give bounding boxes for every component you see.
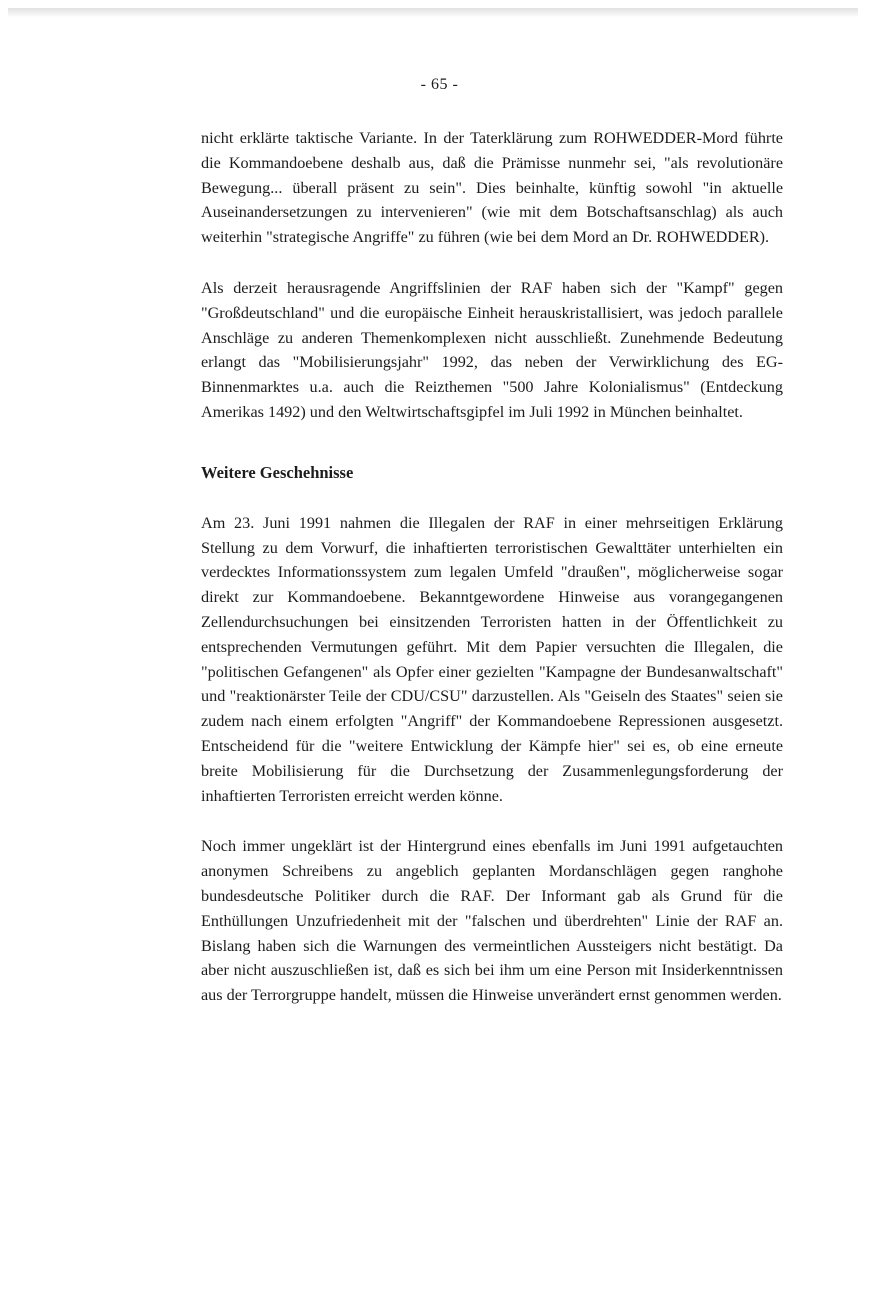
paragraph-taktische-variante: nicht erklärte taktische Variante. In der Taterklärung zum ROHWEDDER-Mord führte die Kommandoebene deshalb aus, daß die Prämisse nunmehr sei, "als revolutionäre Bewegung... überall präsent zu sein". Dies beinhalte, künftig sowohl "in aktuelle Auseinandersetzungen zu intervenieren" (wie mit dem Botschaftsanschlag) als auch weiterhin "strategische Angriffe" zu führen (wie bei dem Mord an Dr. ROHWEDDER). bbox=[201, 129, 783, 247]
section-heading: Weitere Geschehnisse bbox=[201, 462, 354, 482]
page-number: - 65 - bbox=[420, 76, 459, 93]
scan-edge-shadow bbox=[8, 8, 858, 17]
paragraph-erklaerung-juni: Am 23. Juni 1991 nahmen die Illegalen der RAF in einer mehrseitigen Erklärung Stellung zu dem Vorwurf, die inhaftierten terroristischen Gewalttäter unterhielten ein verdecktes Informationssystem zum legalen Umfeld "draußen", möglicherweise sogar direkt zur Kommandoebene. Bekanntgewordene Hinweise aus vorangegangenen Zellendurchsuchungen bei einsitzenden Terroristen hatten in der Öffentlichkeit zu entsprechenden Vermutungen geführt. Mit dem Papier versuchten die Illegalen, die "politischen Gefangenen" als Opfer einer gezielten "Kampagne der Bundesanwaltschaft" und "reaktionärster Teile der CDU/CSU" darzustellen. Als "Geiseln des Staates" seien sie zudem nach einem erfolgten "Angriff" der Kommandoebene Repressionen ausgesetzt. Entscheidend für die "weitere Entwicklung der Kämpfe hier" sei es, ob eine erneute breite Mobilisierung für die Durchsetzung der Zusammenlegungsforderung der inhaftierten Terroristen erreicht werden könne. bbox=[201, 513, 783, 805]
paragraph-anonymes-schreiben: Noch immer ungeklärt ist der Hintergrund eines ebenfalls im Juni 1991 aufgetauchten anonymen Schreibens zu angeblich geplanten Mordanschlägen gegen ranghohe bundesdeutsche Politiker durch die RAF. Der Informant gab als Grund für die Enthüllungen Unzufriedenheit mit der "falschen und überdrehten" Linie der RAF an. Bislang haben sich die Warnungen des vermeintlichen Aussteigers nicht bestätigt. Da aber nicht auszuschließen ist, daß es sich bei ihm um eine Person mit Insiderkenntnissen aus der Terrorgruppe handelt, müssen die Hinweise unverändert ernst genommen werden. bbox=[201, 837, 783, 1005]
document-body bbox=[201, 126, 783, 1008]
paragraph-angriffslinien: Als derzeit herausragende Angriffslinien der RAF haben sich der "Kampf" gegen "Großdeutschland" und die europäische Einheit herauskristallisiert, was jedoch parallele Anschläge zu anderen Themenkomplexen nicht ausschließt. Zunehmende Bedeutung erlangt das "Mobilisierungsjahr" 1992, das neben der Verwirklichung des EG-Binnenmarktes u.a. auch die Reizthemen "500 Jahre Kolonialismus" (Entdeckung Amerikas 1492) und den Weltwirtschaftsgipfel im Juli 1992 in München beinhaltet. bbox=[201, 278, 783, 421]
